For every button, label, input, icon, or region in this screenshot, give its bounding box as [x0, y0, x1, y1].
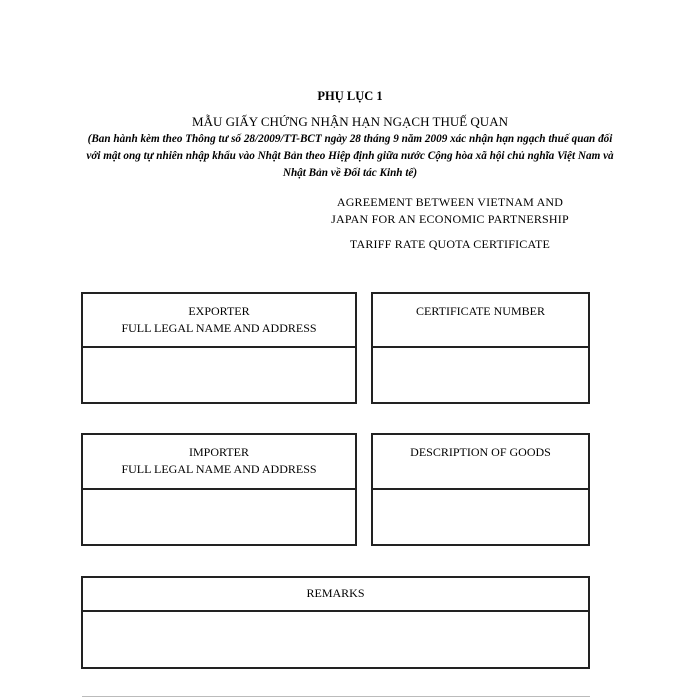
certificate-number-header [373, 294, 588, 348]
remarks-header [83, 578, 588, 612]
agreement-line-2: JAPAN FOR AN ECONOMIC PARTNERSHIP [331, 212, 569, 226]
exporter-box [81, 292, 357, 404]
importer-sublabel: FULL LEGAL NAME AND ADDRESS [121, 462, 317, 476]
certificate-title: TARIFF RATE QUOTA CERTIFICATE [349, 237, 551, 251]
exporter-field[interactable] [83, 348, 355, 402]
agreement-title [300, 194, 600, 228]
exporter-label: EXPORTER [188, 304, 250, 318]
description-of-goods-header [373, 435, 588, 490]
description-of-goods-field[interactable] [373, 490, 588, 544]
exporter-header [83, 294, 355, 348]
certificate-number-label: CERTIFICATE NUMBER [416, 304, 545, 318]
importer-box [81, 433, 357, 546]
document-subtitle: (Ban hành kèm theo Thông tư số 28/2009/TT-BCT ngày 28 tháng 9 năm 2009 xác nhận hạn ngạch thuế quan đối với mật ong tự nhiên nhập khẩu vào Nhật Bản theo Hiệp định giữa nước Cộng hòa xã hội chủ nghĩa Việt Nam và Nhật Bản về Đối tác Kinh tế) [86, 133, 614, 179]
importer-field[interactable] [83, 490, 355, 544]
description-of-goods-label: DESCRIPTION OF GOODS [410, 445, 551, 459]
exporter-sublabel: FULL LEGAL NAME AND ADDRESS [121, 321, 317, 335]
remarks-label: REMARKS [306, 586, 365, 600]
page-bottom-rule [82, 696, 590, 697]
certificate-number-field[interactable] [373, 348, 588, 402]
document-title: MẪU GIẤY CHỨNG NHẬN HẠN NGẠCH THUẾ QUAN [192, 114, 508, 129]
agreement-line-1: AGREEMENT BETWEEN VIETNAM AND [336, 195, 564, 209]
description-of-goods-box [371, 433, 590, 546]
importer-label: IMPORTER [189, 445, 249, 459]
appendix-heading: PHỤ LỤC 1 [317, 89, 383, 103]
remarks-field[interactable] [83, 612, 588, 667]
importer-header [83, 435, 355, 490]
remarks-box [81, 576, 590, 669]
certificate-number-box [371, 292, 590, 404]
